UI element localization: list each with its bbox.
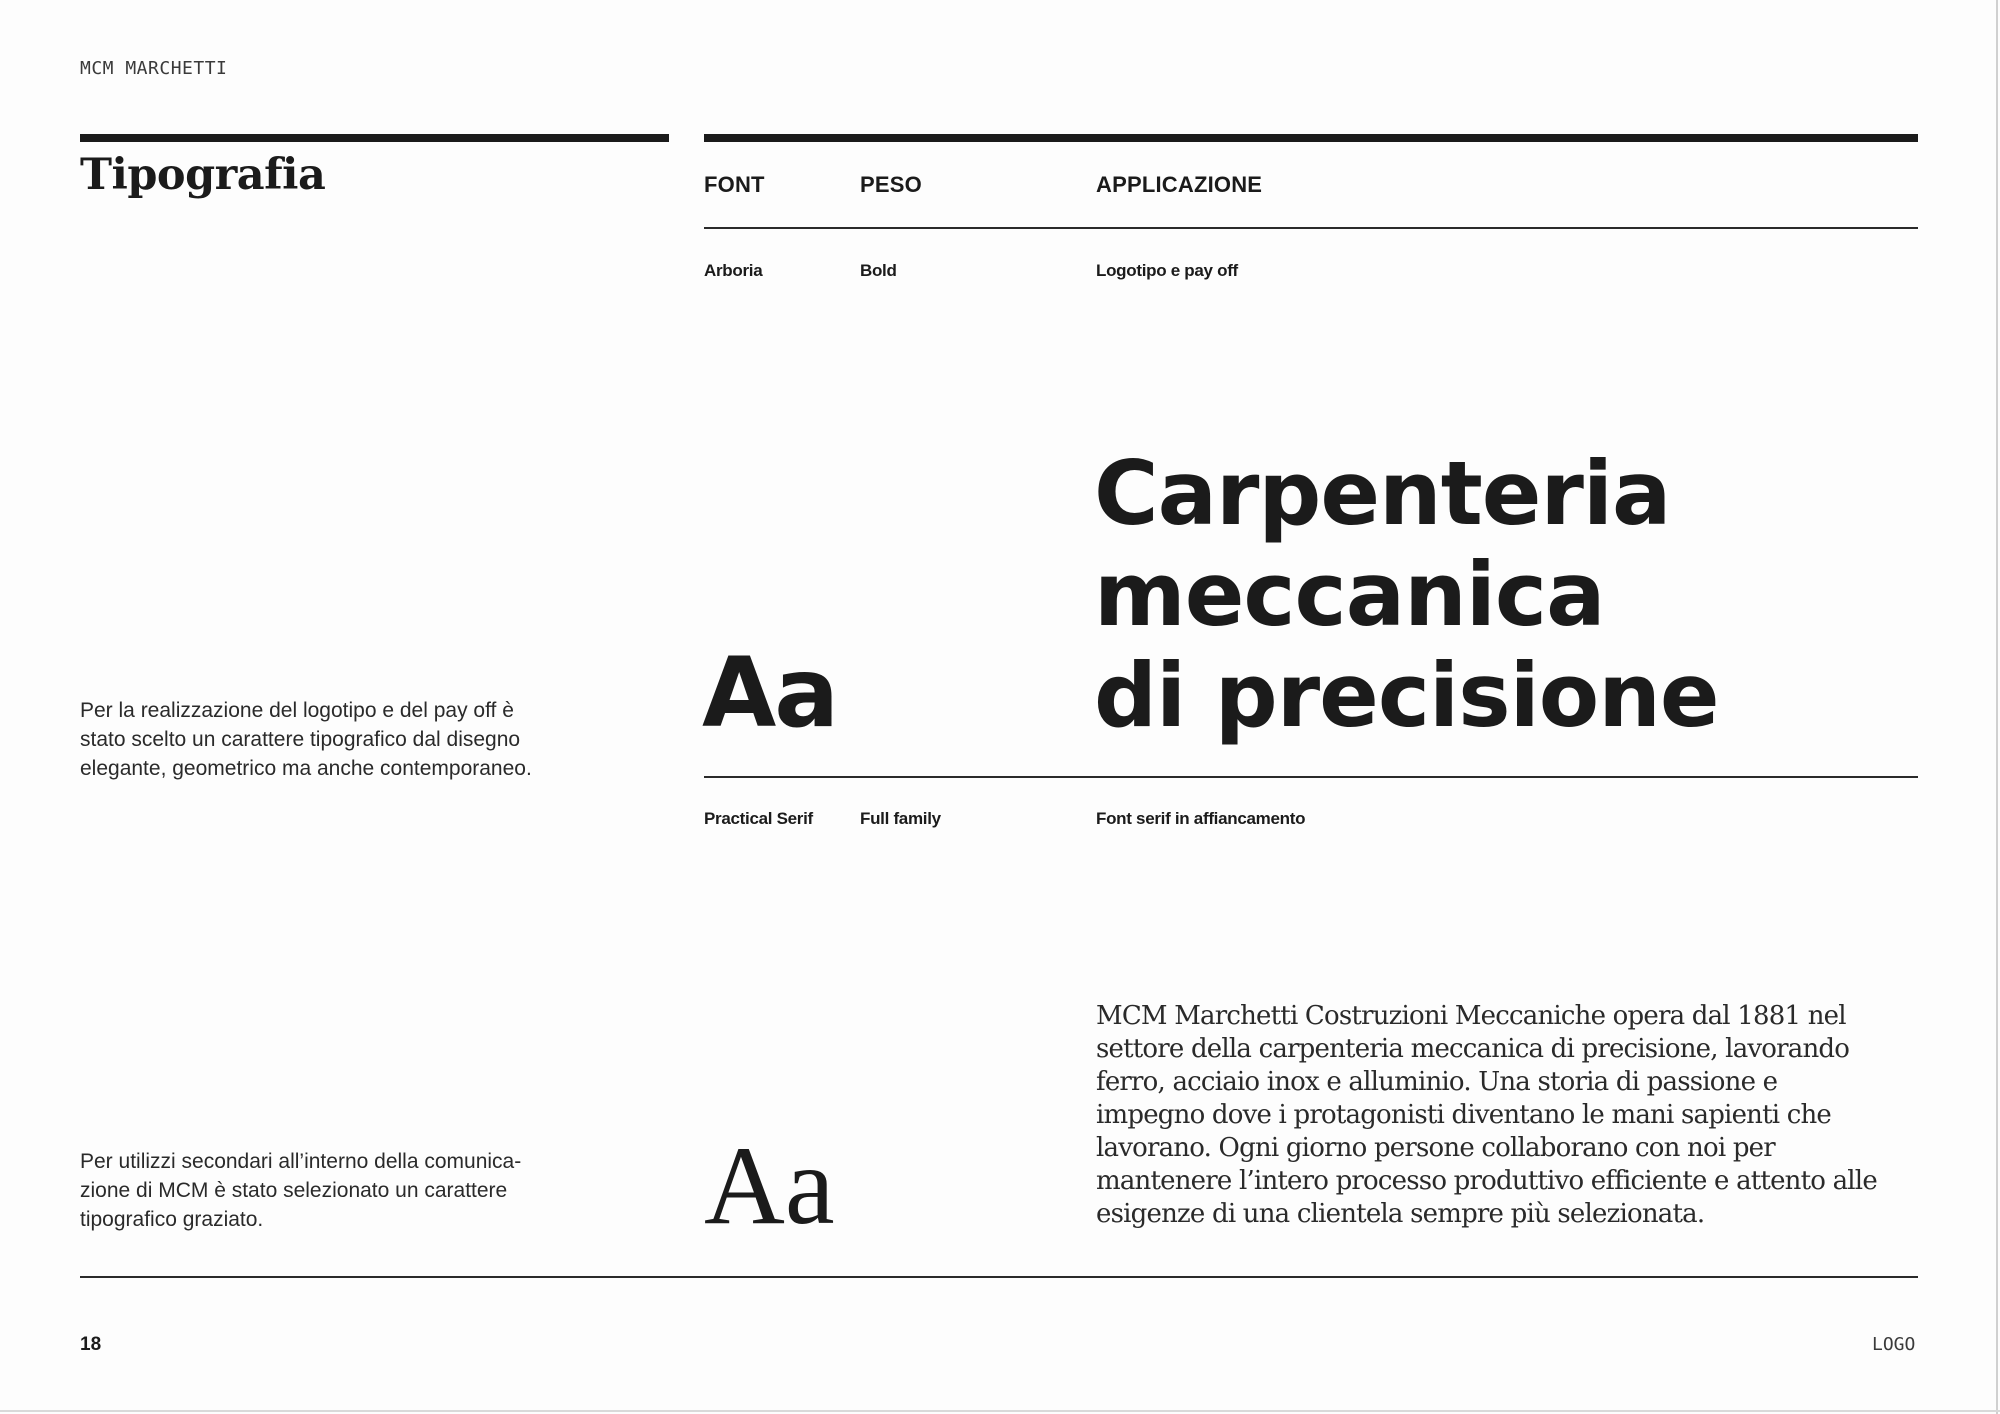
description-line: elegante, geometrico ma anche contemporaneo. (80, 757, 532, 780)
row1-font-weight: Bold (860, 261, 897, 280)
description-line: tipografico graziato. (80, 1208, 264, 1231)
section-title: Tipografia (80, 150, 326, 200)
column-header-weight: PESO (860, 172, 922, 197)
row1-font-name: Arboria (704, 261, 763, 280)
row1-specimen: Aa (702, 637, 838, 749)
sample-line: ferro, acciaio inox e alluminio. Una storia di passione e (1096, 1067, 1778, 1097)
description-line: zione di MCM è stato selezionato un carattere (80, 1179, 508, 1202)
description-line: Per utilizzi secondari all’interno della comunica- (80, 1150, 522, 1173)
row2-specimen: Aa (704, 1124, 835, 1248)
brand-header: MCM MARCHETTI (80, 58, 228, 79)
row2-font-name: Practical Serif (704, 809, 813, 828)
page-number: 18 (80, 1334, 102, 1355)
row2-sample-text (1096, 1000, 1877, 1231)
page-edge-bottom (0, 1410, 2000, 1412)
footer-divider (80, 1276, 1918, 1278)
description-line: Per la realizzazione del logotipo e del pay off è (80, 699, 514, 722)
table-top-rule (704, 134, 1918, 142)
row2-font-weight: Full family (860, 809, 941, 828)
section-label: LOGO (1872, 1334, 1916, 1355)
column-header-application: APPLICAZIONE (1096, 172, 1263, 197)
sample-line: MCM Marchetti Costruzioni Meccaniche opera dal 1881 nel (1096, 1001, 1846, 1031)
sample-line: settore della carpenteria meccanica di precisione, lavorando (1096, 1034, 1850, 1064)
column-header-font: FONT (704, 172, 765, 197)
row1-description (80, 696, 640, 783)
row2-font-application: Font serif in affiancamento (1096, 809, 1306, 828)
sample-line: di precisione (1094, 644, 1719, 747)
sample-line: impegno dove i protagonisti diventano le mani sapienti che (1096, 1100, 1832, 1130)
title-top-rule (80, 134, 669, 142)
row1-sample-text (1094, 443, 1719, 746)
row-divider (704, 776, 1918, 778)
sample-line: lavorano. Ogni giorno persone collaborano con noi per (1096, 1133, 1775, 1163)
header-divider (704, 227, 1918, 229)
description-line: stato scelto un carattere tipografico dal disegno (80, 728, 521, 751)
page-edge-right (1996, 0, 1998, 1414)
sample-line: esigenze di una clientela sempre più selezionata. (1096, 1199, 1705, 1229)
sample-line: meccanica (1094, 543, 1605, 646)
row1-font-application: Logotipo e pay off (1096, 261, 1238, 280)
sample-line: Carpenteria (1094, 442, 1671, 545)
row2-description (80, 1147, 640, 1234)
sample-line: mantenere l’intero processo produttivo efficiente e attento alle (1096, 1166, 1877, 1196)
